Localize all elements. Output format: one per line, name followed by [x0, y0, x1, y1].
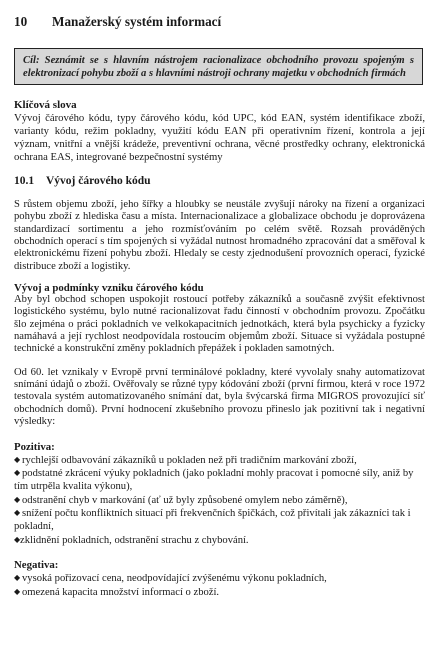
positives-title: Pozitiva:	[14, 440, 55, 453]
diamond-bullet-icon: ◆	[14, 573, 21, 583]
list-item-text: vysoká pořizovací cena, neodpovídající zvýšenému výkonu pokladních,	[22, 573, 327, 585]
list-item	[14, 534, 425, 548]
negatives-list	[14, 572, 425, 599]
diamond-bullet-icon: ◆	[14, 454, 21, 464]
diamond-bullet-icon: ◆	[14, 587, 21, 597]
keywords-block	[14, 99, 425, 164]
goal-text: Cíl: Seznámit se s hlavním nástrojem racionalizace obchodního provozu spojeným s elektronizací pohybu zboží a s hlavními nástroji ochrany majetku v obchodních firmách	[23, 55, 414, 79]
subsection-paragraph-1: Aby byl obchod schopen uspokojit rostoucí potřeby zákazníků a současně zvýšit efektivnost logistického systému, bylo nutné racionalizovat řadu činností v obchodním provozu. Zpočátku šlo zejména o práci pokladních ve velkokapacitních jednotkách, která byla psychicky a fyzicky namáhavá a její rychlost neodpovídala rostoucím objemům zboží. Situace si vyžádala postupné technické a konstrukční změny pokladních přepážek i pokladen samotných.	[14, 294, 425, 355]
positives-list	[14, 454, 425, 548]
list-item-text: zklidnění pokladních, odstranění strachu z chybování.	[20, 534, 249, 546]
list-item	[14, 572, 425, 586]
list-item-text: omezená kapacita množství informací o zboží.	[22, 587, 220, 599]
diamond-bullet-icon: ◆	[14, 508, 21, 518]
list-item-text: odstranění chyb v markování (ať už byly způsobené omylem nebo záměrně),	[22, 494, 348, 506]
list-item	[14, 467, 425, 493]
section-title: Vývoj čárového kódu	[46, 175, 151, 187]
list-item	[14, 454, 425, 468]
section-heading	[14, 175, 425, 190]
chapter-title: Manažerský systém informací	[52, 14, 222, 29]
section-intro-paragraph: S růstem objemu zboží, jeho šířky a hloubky se neustále zvyšují nároky na řízení a organizaci pohybu zboží z hlediska času a místa. Internacionalizace a globalizace obchodu je doprovázena standardizací sortimentu a jeho rozmísťováním po celém světě. Rozsah prováděných obchodních operací s tím spojených si vyžádal nutnost hromadného zpracování dat a směřoval k elektronickému řízení pohybu zboží. Hledaly se cesty zjednodušení provozních operací, fyzické distribuce zboží a logistiky.	[14, 199, 425, 272]
section-number: 10.1	[14, 175, 35, 187]
list-item	[14, 494, 425, 508]
chapter-heading	[14, 14, 425, 32]
list-item-text: snížení počtu konfliktních situací při frekvenčních špičkách, což přivítali jak zákazníci tak i pokladní,	[14, 508, 411, 533]
list-item	[14, 586, 425, 600]
diamond-bullet-icon: ◆	[14, 468, 21, 478]
list-item-text: rychlejší odbavování zákazníků u pokladen než při tradičním markování zboží,	[22, 454, 357, 466]
negatives-title: Negativa:	[14, 559, 59, 572]
subsection-heading: Vývoj a podmínky vzniku čárového kódu	[14, 282, 204, 295]
diamond-bullet-icon: ◆	[14, 534, 21, 544]
subsection-paragraph-2: Od 60. let vznikaly v Evropě první terminálové pokladny, které vyvolaly snahy automatizovat snímání údajů o zboží. Ověřovaly se různé typy kódování zboží (první firmou, která v roce 1972 testovala systém automatizovaného snímání dat, byla švýcarská firma MIGROS provozující síť obchodních domů). První hodnocení zkušebního provozu přineslo jak pozitivní tak i negativní výsledky:	[14, 366, 425, 428]
chapter-number: 10	[14, 14, 28, 29]
goal-box	[14, 48, 423, 85]
diamond-bullet-icon: ◆	[14, 494, 21, 504]
keywords-title: Klíčová slova	[14, 99, 77, 111]
list-item	[14, 507, 425, 533]
keywords-text: Vývoj čárového kódu, typy čárového kódu, kód UPC, kód EAN, systém identifikace zboží, varianty kódu, režim pokladny, využití kódu EAN při operativním řízení, kontrola a její význam, vnitřní a vnější krádeže, preventivní ochrana, věcné prostředky ochrany, elektronická ochrana EAS, integrované bezpečnostní systémy	[14, 112, 425, 163]
list-item-text: podstatné zkrácení výuky pokladních (jako pokladní mohly pracovat i pomocné síly, aniž by tím utrpěla kvalita výkonu),	[14, 468, 414, 492]
